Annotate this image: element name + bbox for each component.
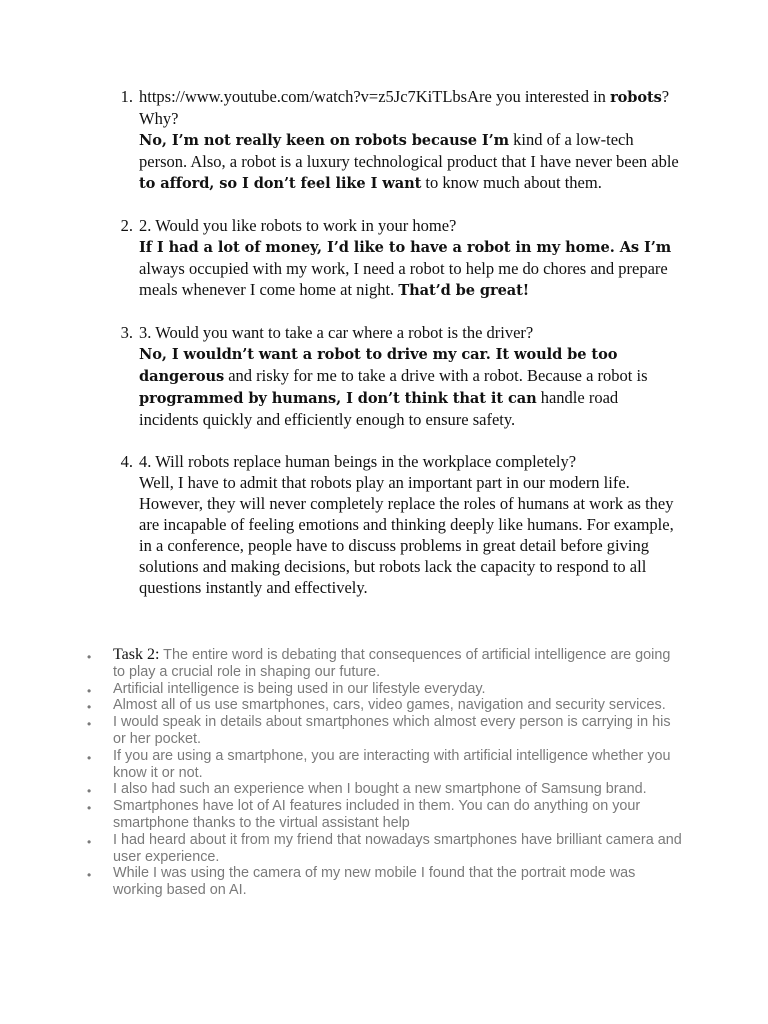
question-keyword: robots bbox=[610, 89, 662, 106]
answer-text bbox=[139, 343, 679, 430]
question-item bbox=[0, 322, 768, 430]
task2-item bbox=[0, 748, 683, 782]
question-text: 2. Would you like robots to work in your home? bbox=[139, 216, 457, 235]
task2-item-text: While I was using the camera of my new mobile I found that the portrait mode was working based on AI. bbox=[113, 865, 636, 899]
question-text: 4. Will robots replace human beings in the workplace completely? bbox=[139, 452, 577, 471]
answer-bold-part: That’d be great! bbox=[398, 282, 530, 299]
questions-list bbox=[0, 86, 768, 619]
task2-label: Task 2: bbox=[113, 646, 160, 663]
task2-item bbox=[0, 697, 683, 714]
answer-bold-part: No, I wouldn’t want a robot to drive my car. It would be too dangerous bbox=[139, 346, 618, 385]
bullet-icon: • bbox=[87, 750, 92, 765]
task2-item-text: The entire word is debating that consequences of artificial intelligence are going to play a crucial role in shaping our future. bbox=[113, 647, 671, 680]
question-link-text[interactable]: https://www.youtube.com/watch?v=z5Jc7KiTLbsAre you interested in bbox=[139, 87, 611, 106]
question-text: 3. Would you want to take a car where a robot is the driver? bbox=[139, 323, 534, 342]
question-item bbox=[0, 215, 768, 301]
task2-item-text: I had heard about it from my friend that nowadays smartphones have brilliant camera and user experience. bbox=[113, 831, 682, 865]
task2-bullet-list bbox=[0, 647, 768, 899]
question-number: 2. bbox=[120, 216, 133, 235]
answer-part: kind of a low-tech person. Also, a robot is a luxury technological product that I have never been able bbox=[139, 130, 679, 171]
question-text bbox=[139, 86, 679, 129]
answer-part: always occupied with my work, I need a robot to help me do chores and prepare meals whenever I come home at night. bbox=[139, 259, 668, 299]
question-body bbox=[139, 322, 679, 430]
task2-item-text: Artificial intelligence is being used in our lifestyle everyday. bbox=[113, 680, 486, 697]
task2-item-text: I would speak in details about smartphones which almost every person is carrying in his or her pocket. bbox=[113, 714, 671, 747]
bullet-icon: • bbox=[87, 801, 92, 816]
question-suffix: ? Why? bbox=[139, 87, 670, 128]
task2-item bbox=[0, 681, 683, 698]
answer-text bbox=[139, 129, 679, 194]
answer-part: handle road incidents quickly and efficiently enough to ensure safety. bbox=[139, 388, 619, 429]
answer-part: and risky for me to take a drive with a robot. Because a robot is bbox=[224, 366, 648, 385]
question-body bbox=[139, 86, 679, 194]
task2-item bbox=[0, 781, 683, 798]
bullet-icon: • bbox=[87, 683, 92, 698]
task2-item-text: If you are using a smartphone, you are interacting with artificial intelligence whether you know it or not. bbox=[113, 747, 671, 781]
bullet-icon: • bbox=[87, 834, 92, 849]
task2-item-text: Smartphones have lot of AI features included in them. You can do anything on your smartphone thanks to the virtual assistant help bbox=[113, 798, 641, 831]
question-number: 4. bbox=[120, 452, 133, 471]
answer-part: to know much about them. bbox=[421, 173, 602, 192]
question-item bbox=[0, 86, 768, 194]
bullet-icon: • bbox=[87, 650, 92, 664]
answer-text: Well, I have to admit that robots play an important part in our modern life. However, they will never completely replace the roles of humans at work as they are incapable of feeling emotions and thinking deeply like humans. For example, in a conference, people have to discuss problems in great detail before giving solutions and making decisions, but robots lack the capacity to respond to all questions instantly and effectively. bbox=[139, 473, 674, 597]
answer-text bbox=[139, 236, 679, 301]
question-number: 3. bbox=[120, 323, 133, 342]
task2-item bbox=[0, 647, 683, 681]
question-number: 1. bbox=[120, 87, 133, 106]
answer-bold-part: No, I’m not really keen on robots because I’m bbox=[139, 132, 509, 149]
bullet-icon: • bbox=[87, 717, 92, 732]
task2-item bbox=[0, 798, 683, 832]
answer-bold-part: to afford, so I don’t feel like I want bbox=[139, 175, 422, 192]
question-body bbox=[139, 451, 679, 598]
bullet-icon: • bbox=[87, 868, 92, 883]
bullet-icon: • bbox=[87, 784, 92, 799]
task2-item bbox=[0, 714, 683, 748]
answer-bold-part: If I had a lot of money, I’d like to have a robot in my home. As I’m bbox=[139, 239, 672, 256]
answer-bold-part: programmed by humans, I don’t think that it can bbox=[139, 390, 537, 407]
task2-item bbox=[0, 865, 683, 899]
task2-item bbox=[0, 832, 683, 866]
question-item bbox=[0, 451, 768, 598]
bullet-icon: • bbox=[87, 700, 92, 715]
question-body bbox=[139, 215, 679, 301]
task2-item-text: I also had such an experience when I bought a new smartphone of Samsung brand. bbox=[113, 781, 647, 798]
task2-item-text: Almost all of us use smartphones, cars, video games, navigation and security services. bbox=[113, 697, 666, 714]
